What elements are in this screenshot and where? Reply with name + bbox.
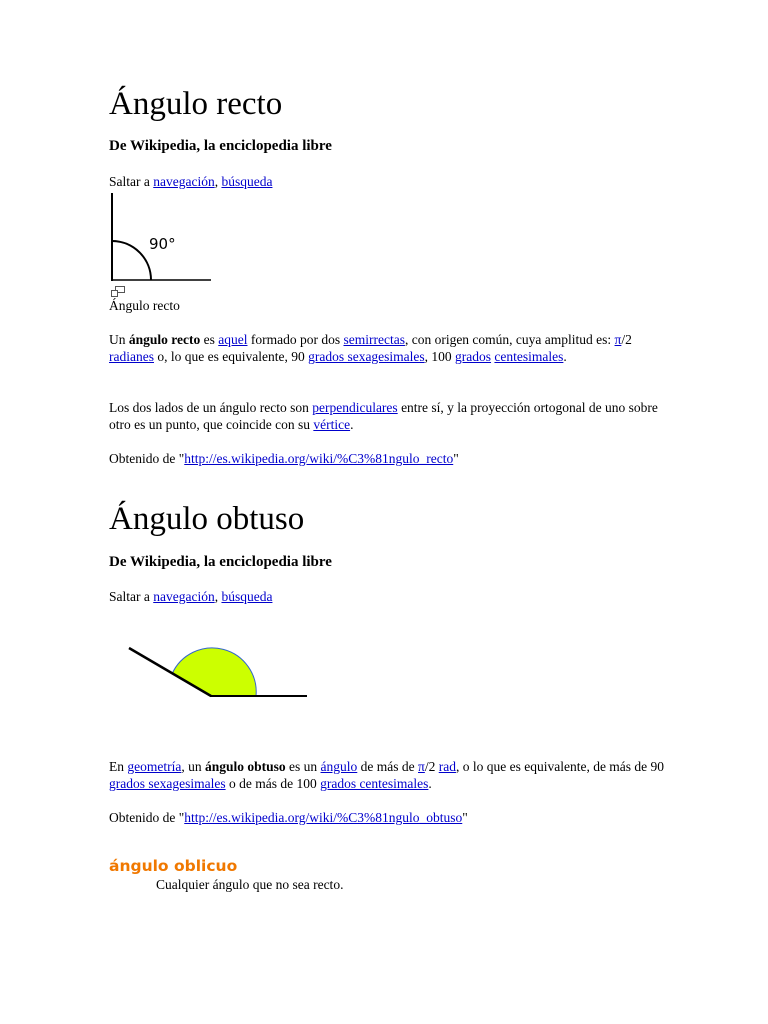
paragraph-definition-recto: Un ángulo recto es aquel formado por dos semirrectas, con origen común, cuya amplitud es: π/2 radianes o, lo que es equivalente, 90 grados sexagesimales, 100 grados centesimales.: [109, 332, 632, 364]
paragraph-perpendicular: Los dos lados de un ángulo recto son perpendiculares entre sí, y la proyección ortogonal de uno sobre otro es un punto, que coincide con su vértice.: [109, 400, 658, 432]
navigation-link[interactable]: navegación: [153, 589, 215, 604]
article-title-recto: Ángulo recto: [109, 86, 283, 122]
jump-prefix: Saltar a: [109, 174, 154, 189]
article-title-obtuso: Ángulo obtuso: [109, 501, 305, 537]
paragraph-definition-obtuso: En geometría, un ángulo obtuso es un ángulo de más de π/2 rad, o lo que es equivalente, de más de 90 grados sexagesimales o de más de 100 grados centesimales.: [109, 759, 665, 791]
right-angle-label: 90°: [149, 235, 176, 253]
source-url-obtuso[interactable]: http://es.wikipedia.org/wiki/%C3%81ngulo_obtuso: [184, 810, 463, 825]
link-rad[interactable]: rad: [438, 759, 456, 774]
link-semirrectas[interactable]: semirrectas: [343, 332, 405, 347]
link-aquel[interactable]: aquel: [218, 332, 248, 347]
link-grados-sexagesimales[interactable]: grados sexagesimales: [109, 776, 226, 791]
obtuse-angle-figure: [126, 643, 310, 699]
jump-prefix: Saltar a: [109, 589, 154, 604]
link-grados[interactable]: grados: [455, 349, 492, 364]
definition-term: ángulo oblicuo: [109, 857, 238, 875]
link-centesimales[interactable]: centesimales: [494, 349, 564, 364]
navigation-link[interactable]: navegación: [153, 174, 215, 189]
link-vertice[interactable]: vértice: [313, 417, 351, 432]
bold-term-recto: ángulo recto: [128, 332, 201, 347]
bold-term-obtuso: ángulo obtuso: [204, 759, 286, 774]
link-pi[interactable]: π: [614, 332, 622, 347]
definition-text: Cualquier ángulo que no sea recto.: [156, 877, 344, 892]
jump-separator: ,: [214, 174, 222, 189]
article-subtitle-obtuso: De Wikipedia, la enciclopedia libre: [109, 554, 332, 570]
figure-caption-recto: Ángulo recto: [109, 298, 180, 313]
search-link[interactable]: búsqueda: [221, 589, 273, 604]
link-pi[interactable]: π: [418, 759, 425, 774]
right-angle-arc: [112, 241, 151, 280]
source-line-recto: Obtenido de "http://es.wikipedia.org/wiki/%C3%81ngulo_recto": [109, 451, 459, 466]
link-angulo[interactable]: ángulo: [320, 759, 358, 774]
right-angle-figure: [109, 193, 213, 285]
link-grados-centesimales[interactable]: grados centesimales: [320, 776, 429, 791]
source-url-recto[interactable]: http://es.wikipedia.org/wiki/%C3%81ngulo_recto: [184, 451, 454, 466]
enlarge-icon[interactable]: [111, 286, 125, 297]
search-link[interactable]: búsqueda: [221, 174, 273, 189]
obtuse-angle-sector: [172, 648, 256, 696]
source-line-obtuso: Obtenido de "http://es.wikipedia.org/wiki/%C3%81ngulo_obtuso": [109, 810, 468, 825]
article-subtitle-recto: De Wikipedia, la enciclopedia libre: [109, 138, 332, 154]
jump-separator: ,: [214, 589, 222, 604]
link-geometria[interactable]: geometría: [127, 759, 182, 774]
jump-links-obtuso: [109, 588, 669, 605]
link-grados-sexagesimales[interactable]: grados sexagesimales: [308, 349, 425, 364]
link-radianes[interactable]: radianes: [109, 349, 154, 364]
link-perpendiculares[interactable]: perpendiculares: [312, 400, 398, 415]
jump-links-recto: [109, 173, 669, 190]
